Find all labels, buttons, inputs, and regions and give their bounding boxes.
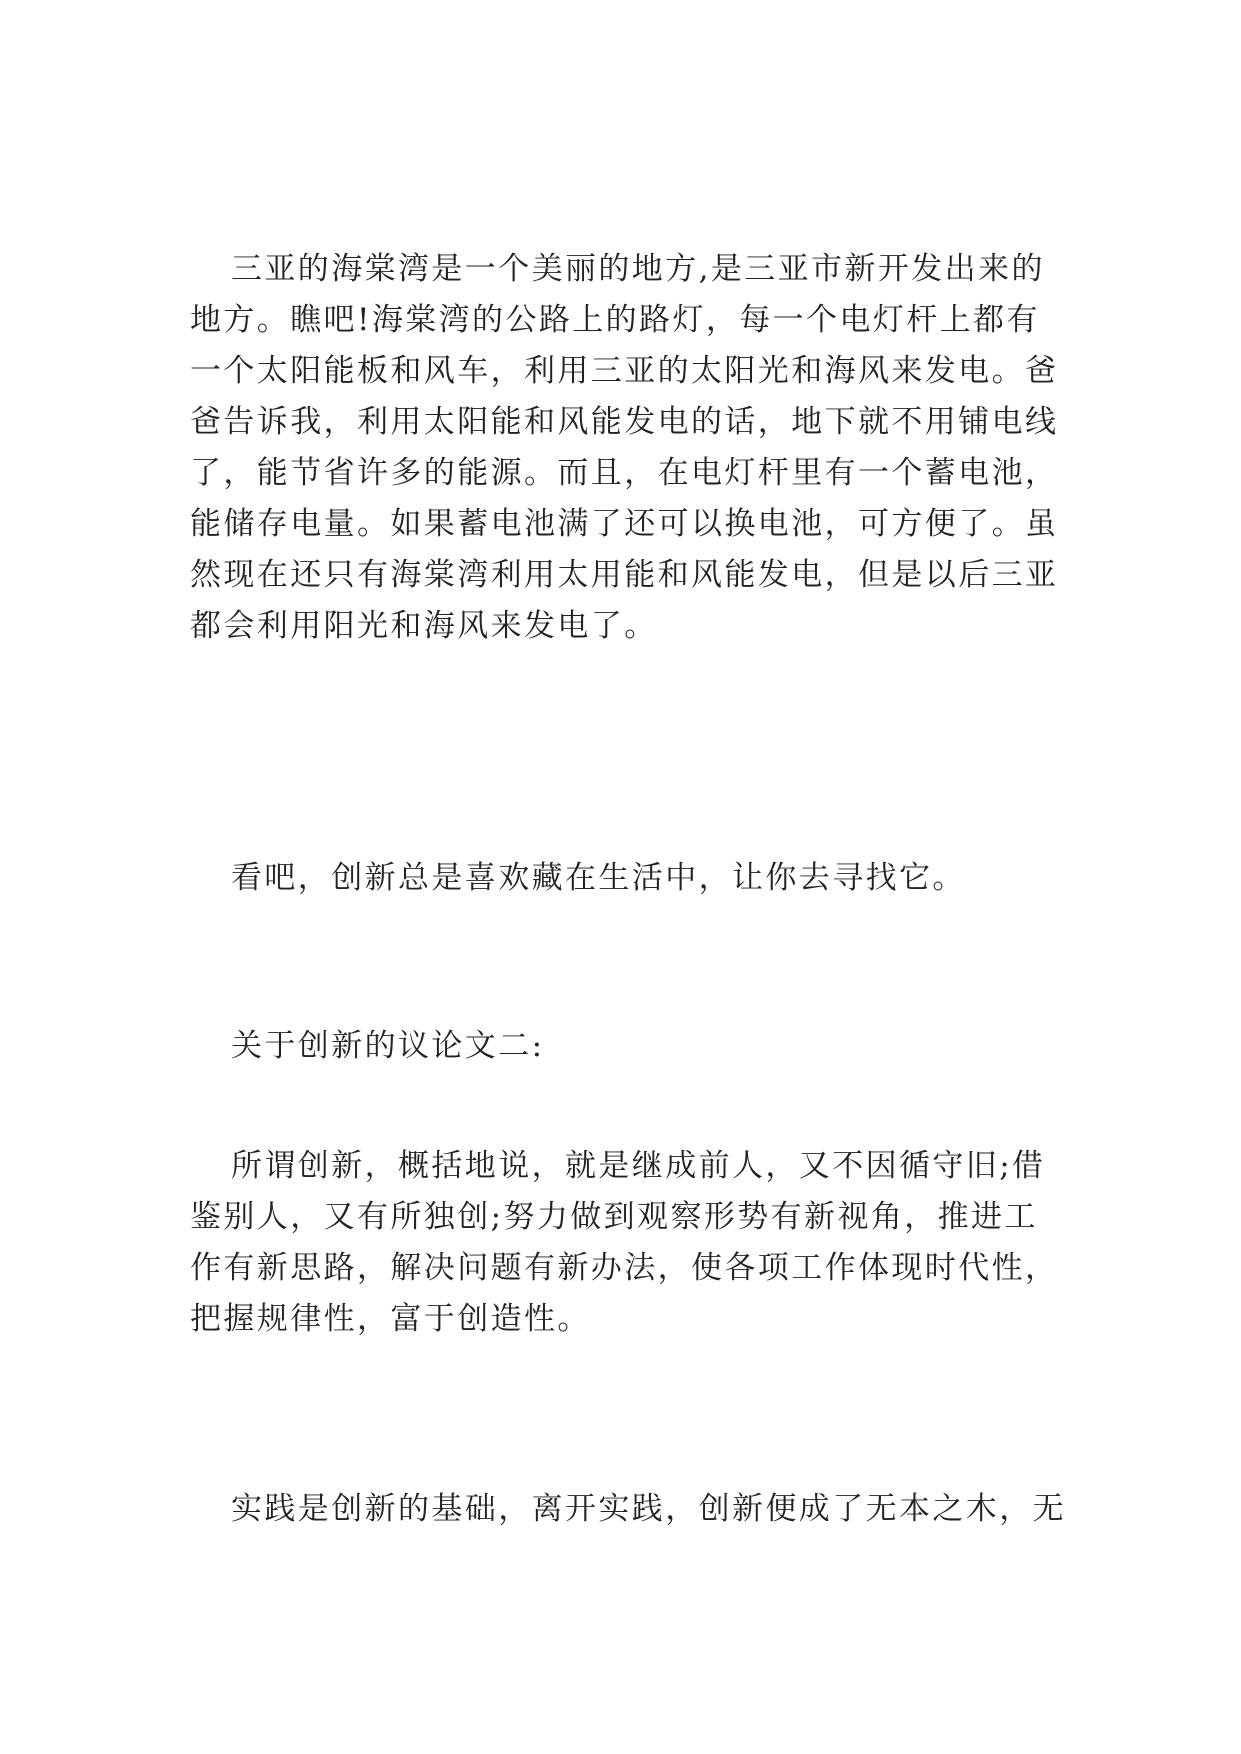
paragraph-line: 所谓创新，概括地说，就是继成前人，又不因循守旧;借 — [231, 1148, 1046, 1184]
section-heading — [190, 1021, 1070, 1072]
paragraph-innovation-hidden — [190, 853, 1070, 904]
paragraph-line: 能储存电量。如果蓄电池满了还可以换电池，可方便了。虽 — [190, 506, 1059, 542]
paragraph-line: 看吧，创新总是喜欢藏在生活中，让你去寻找它。 — [231, 860, 966, 896]
paragraph-practice — [190, 1484, 1070, 1535]
paragraph-line: 作有新思路，解决问题有新办法，使各项工作体现时代性， — [190, 1250, 1059, 1286]
paragraph-line: 了，能节省许多的能源。而且，在电灯杆里有一个蓄电池， — [190, 455, 1059, 491]
paragraph-line: 三亚的海棠湾是一个美丽的地方,是三亚市新开发出来的 — [231, 251, 1045, 287]
paragraph-line: 都会利用阳光和海风来发电了。 — [190, 608, 658, 644]
paragraph-line: 爸告诉我，利用太阳能和风能发电的话，地下就不用铺电线 — [190, 404, 1059, 440]
paragraph-line: 鉴别人，又有所独创;努力做到观察形势有新视角，推进工 — [190, 1199, 1038, 1235]
paragraph-line: 把握规律性，富于创造性。 — [190, 1301, 591, 1337]
paragraph-haitang-bay — [190, 244, 1070, 652]
paragraph-line: 实践是创新的基础，离开实践，创新便成了无本之木，无 — [231, 1491, 1066, 1527]
paragraph-line: 地方。瞧吧!海棠湾的公路上的路灯，每一个电灯杆上都有 — [190, 302, 1040, 338]
paragraph-definition — [190, 1141, 1070, 1345]
paragraph-line: 一个太阳能板和风车，利用三亚的太阳光和海风来发电。爸 — [190, 353, 1059, 389]
heading-line: 关于创新的议论文二: — [231, 1028, 545, 1064]
paragraph-line: 然现在还只有海棠湾利用太用能和风能发电，但是以后三亚 — [190, 557, 1059, 593]
